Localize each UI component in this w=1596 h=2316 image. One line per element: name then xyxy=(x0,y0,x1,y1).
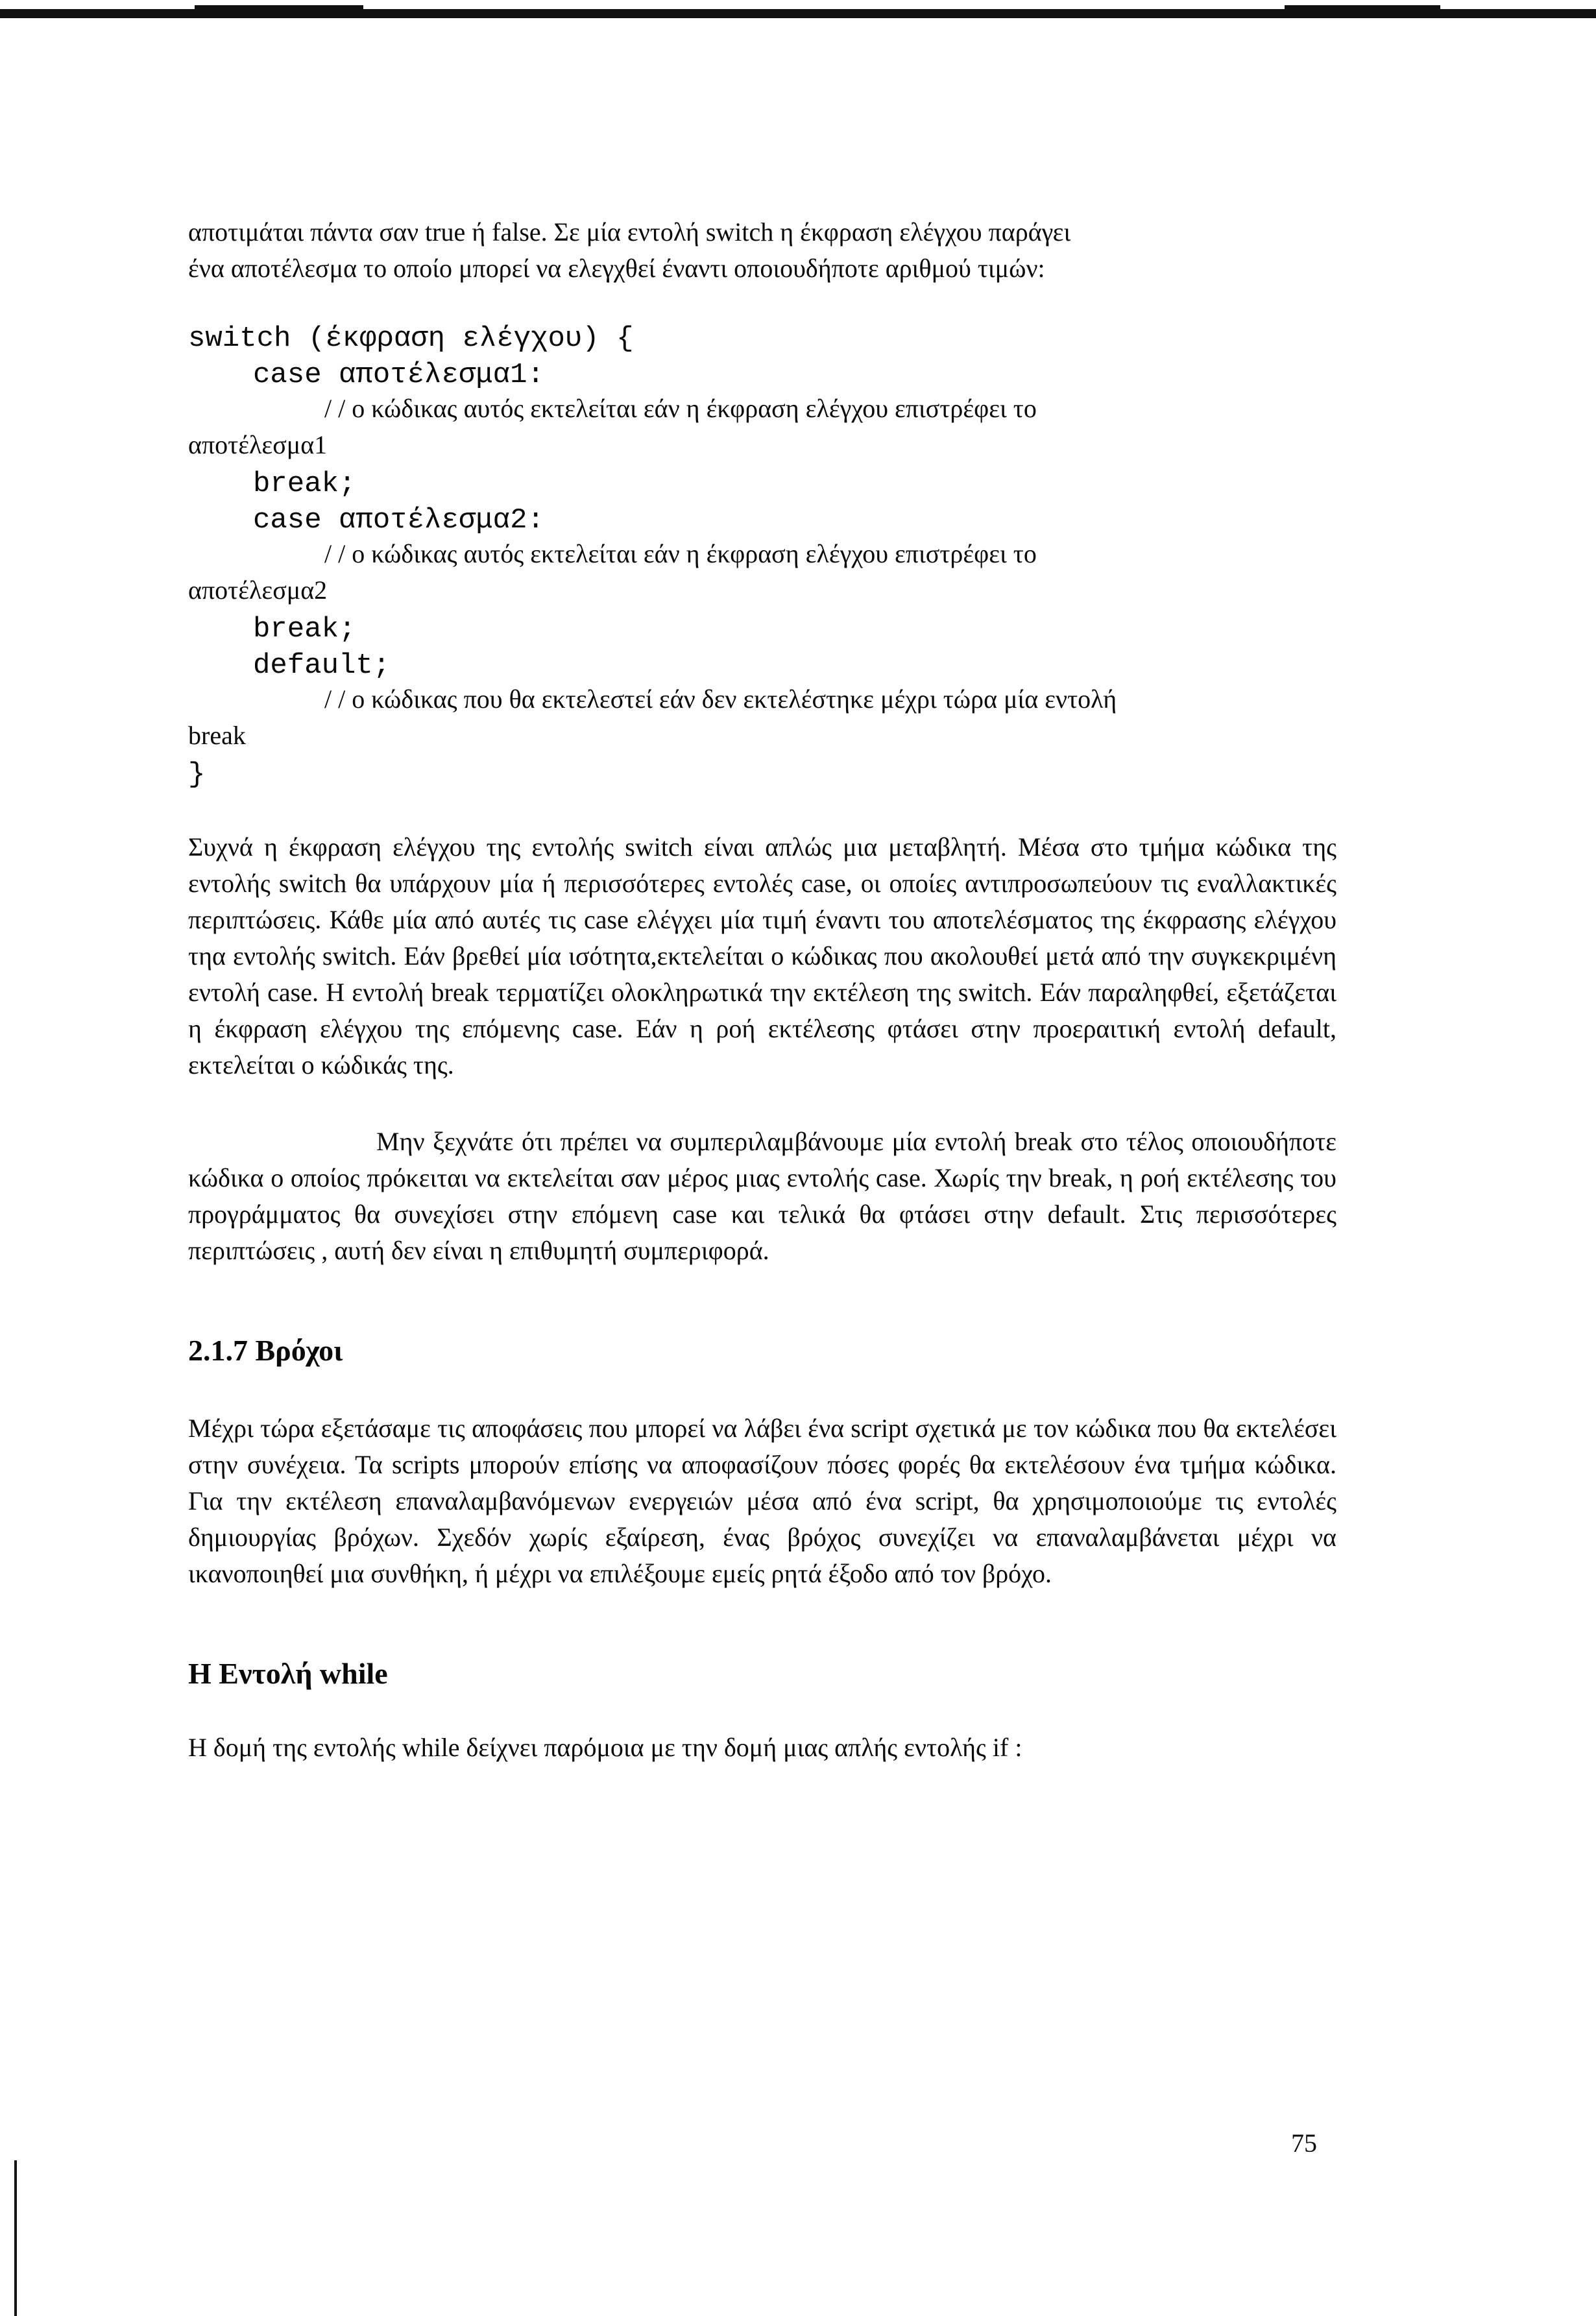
page-number: 75 xyxy=(1291,2129,1317,2158)
scan-border-mark xyxy=(1285,5,1440,12)
code-comment-wrap: break xyxy=(188,721,246,750)
paragraph-switch-explanation: Συχνά η έκφραση ελέγχου της εντολής switch είναι απλώς μια μεταβλητή. Μέσα στο τμήμα κώδικα της εντολής switch θα υπάρχουν μία ή περισσότερες εντολές case, οι οποίες αντιπροσωπεύουν τις εναλλακτικές περιπτώσεις. Κάθε μία από αυτές τις case ελέγχει μία τιμή έναντι του αποτελέσματος της έκφρασης ελέγχου τηα εντολής switch. Εάν βρεθεί μία ισότητα,εκτελείται ο κώδικας που ακολουθεί μετά από την συγκεκριμένη εντολή case. Η εντολή break τερματίζει ολοκληρωτικά την εκτέλεση της switch. Εάν παραληφθεί, εξετάζεται η έκφραση ελέγχου της επόμενης case. Εάν η ροή εκτέλεσης φτάσει στην προεραιτική εντολή default, εκτελείται ο κώδικάς της. xyxy=(188,832,1336,1080)
intro-line: αποτιμάται πάντα σαν true ή false. Σε μία εντολή switch η έκφραση ελέγχου παράγει xyxy=(188,217,1071,247)
paragraph-while: Η δομή της εντολής while δείχνει παρόμοια με την δομή μιας απλής εντολής if : xyxy=(188,1733,1022,1762)
code-line: break; xyxy=(253,468,356,500)
code-comment-wrap: αποτέλεσμα1 xyxy=(188,430,328,459)
paragraph-loops: Μέχρι τώρα εξετάσαμε τις αποφάσεις που μπορεί να λάβει ένα script σχετικά με τον κώδικα που θα εκτελέσει στην συνέχεια. Τα scripts μπορούν επίσης να αποφασίζουν πόσες φορές θα εκτελέσουν ένα τμήμα κώδικα. Για την εκτέλεση επαναλαμβανόμενων ενεργειών μέσα από ένα script, θα χρησιμοποιούμε τις εντολές δημιουργίας βρόχων. Σχεδόν χωρίς εξαίρεση, ένας βρόχος συνεχίζει να επαναλαμβάνεται μέχρι να ικανοποιηθεί μια συνθήκη, ή μέχρι να επιλέξουμε εμείς ρητά έξοδο από τον βρόχο. xyxy=(188,1414,1336,1588)
code-line: } xyxy=(188,758,206,791)
code-line: switch (έκφραση ελέγχου) { xyxy=(188,322,634,355)
code-comment: / / ο κώδικας που θα εκτελεστεί εάν δεν εκτελέστηκε μέχρι τώρα μία εντολή xyxy=(324,684,1117,714)
scan-top-border xyxy=(0,0,1596,26)
code-comment: / / ο κώδικας αυτός εκτελείται εάν η έκφραση ελέγχου επιστρέφει το xyxy=(324,394,1037,423)
paragraph-break-note: Μην ξεχνάτε ότι πρέπει να συμπεριλαμβάνουμε μία εντολή break στο τέλος οποιουδήποτε κώδικα ο οποίος πρόκειται να εκτελείται σαν μέρος μιας εντολής case. Χωρίς την break, η ροή εκτέλεσης του προγράμματος θα συνεχίσει στην επόμενη case και τελικά θα φτάσει στην default. Στις περισσότερες περιπτώσεις , αυτή δεν είναι η επιθυμητή συμπεριφορά. xyxy=(188,1127,1336,1265)
scan-border-mark xyxy=(195,5,363,12)
code-line: break; xyxy=(253,613,356,645)
scan-margin-rule xyxy=(14,2160,17,2316)
code-line: case αποτέλεσμα1: xyxy=(253,359,544,391)
code-line: default; xyxy=(253,649,391,682)
code-line: case αποτέλεσμα2: xyxy=(253,504,544,537)
intro-line: ένα αποτέλεσμα το οποίο μπορεί να ελεγχθεί έναντι οποιουδήποτε αριθμού τιμών: xyxy=(188,254,1045,283)
code-comment: / / ο κώδικας αυτός εκτελείται εάν η έκφραση ελέγχου επιστρέφει το xyxy=(324,539,1037,568)
section-heading: 2.1.7 Βρόχοι xyxy=(188,1334,343,1367)
subsection-heading: Η Εντολή while xyxy=(188,1657,388,1690)
code-example xyxy=(188,320,1336,793)
page-content xyxy=(188,214,1336,1766)
code-comment-wrap: αποτέλεσμα2 xyxy=(188,575,328,605)
